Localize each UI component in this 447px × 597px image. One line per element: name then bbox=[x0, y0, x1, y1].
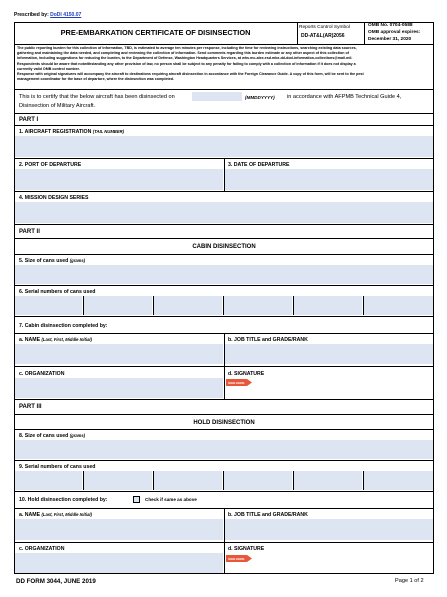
certify-line2: Disinsection of Military Aircraft. bbox=[19, 103, 96, 109]
cabin-sign-here-arrow[interactable] bbox=[226, 379, 252, 386]
hold-org-label: c. ORGANIZATION bbox=[19, 546, 65, 552]
hold-job-label: b. JOB TITLE and GRADE/RANK bbox=[228, 512, 308, 518]
omb-expires: December 31, 2020 bbox=[368, 37, 412, 42]
cabin-size-hint: (grams) bbox=[69, 258, 86, 263]
same-as-above-checkbox[interactable] bbox=[133, 496, 140, 503]
prescribed-label: Prescribed by: bbox=[14, 12, 49, 18]
disinsection-date-field[interactable] bbox=[192, 92, 242, 101]
cabin-serial-field-3[interactable] bbox=[154, 296, 222, 315]
date-format-hint: (MMDDYYYY) bbox=[245, 95, 275, 100]
cabin-signature-label: d. SIGNATURE bbox=[228, 371, 265, 377]
mission-design-field[interactable] bbox=[15, 202, 433, 223]
same-as-above-label: Check if same as above bbox=[145, 497, 197, 502]
footer-page: Page 1 of 2 bbox=[395, 578, 424, 584]
certify-prefix: This is to certify that the below aircraft has been disinsected on bbox=[19, 94, 175, 100]
hold-sign-here-arrow[interactable] bbox=[226, 555, 252, 562]
burden-line: The public reporting burden for this collection of information, TBD, is estimated to average ten minutes per response, including the time for reviewing instructions, searching existing data sources, bbox=[17, 46, 357, 50]
hold-size-label bbox=[19, 433, 85, 439]
hold-serial-field-2[interactable] bbox=[84, 471, 152, 490]
burden-line: information, including suggestions for reducing the burden, to the Department of Defense, Washington Headquarters Services, at whs.mc-alex.esd.mbx.dd-dod-information-collections@mail.mil. bbox=[17, 56, 353, 61]
hold-job-field[interactable] bbox=[225, 519, 433, 540]
hold-serials-label: 9. Serial numbers of cans used bbox=[19, 464, 96, 470]
burden-line: Response with original signatures will accompany the aircraft to destinations requiring aircraft disinsection in accordance with the Foreign Clearance Guide. A copy of this form, will be sent to the pest bbox=[17, 72, 364, 77]
cabin-serial-field-5[interactable] bbox=[294, 296, 362, 315]
part1-title: PART I bbox=[19, 117, 39, 123]
hold-serial-field-3[interactable] bbox=[154, 471, 222, 490]
certify-suffix: in accordance with AFPMB Technical Guide 4, bbox=[287, 94, 402, 100]
cabin-completed-by-label: 7. Cabin disinsection completed by: bbox=[19, 323, 108, 329]
hold-serial-field-1[interactable] bbox=[15, 471, 82, 490]
omb-number: OMB No. 0704-0588 bbox=[368, 23, 413, 28]
hold-org-field[interactable] bbox=[15, 553, 223, 573]
cabin-size-text: 5. Size of cans used bbox=[19, 258, 69, 264]
reports-control-value: DD-AT&L(AR)2056 bbox=[301, 33, 345, 39]
hold-name-field[interactable] bbox=[15, 519, 223, 540]
burden-line: management coordinator for the base of departure, where the disinsection was completed. bbox=[17, 77, 174, 82]
aircraft-registration-label bbox=[19, 129, 124, 135]
cabin-disinsection-heading: CABIN DISINSECTION bbox=[192, 244, 256, 250]
footer-form-number: DD FORM 3044, JUNE 2019 bbox=[16, 578, 96, 585]
prescribed-link[interactable]: DoDI 4150.07 bbox=[50, 12, 82, 18]
burden-line: gathering and maintaining the data needed, and completing and reviewing the collection of information. Send comments regarding this burden estimate or any other aspect of this collection of bbox=[17, 51, 349, 56]
aircraft-registration-hint: (TAIL NUMBER) bbox=[92, 129, 125, 134]
hold-disinsection-heading: HOLD DISINSECTION bbox=[193, 420, 255, 426]
cabin-serial-field-6[interactable] bbox=[364, 296, 433, 315]
cabin-name-text: a. NAME bbox=[19, 337, 41, 343]
hold-serial-field-4[interactable] bbox=[224, 471, 292, 490]
date-of-departure-label: 3. DATE OF DEPARTURE bbox=[228, 162, 290, 168]
cabin-name-hint: (Last, First, Middle Initial) bbox=[41, 337, 92, 342]
omb-approval: OMB approval expires: bbox=[368, 30, 421, 35]
cabin-serial-field-4[interactable] bbox=[224, 296, 292, 315]
cabin-org-label: c. ORGANIZATION bbox=[19, 371, 65, 377]
cabin-org-field[interactable] bbox=[15, 378, 223, 398]
burden-line: Respondents should be aware that notwithstanding any other provision of law, no person shall be subject to any penalty for failing to comply with a collection of information if it does not display a bbox=[17, 61, 356, 66]
hold-signature-label: d. SIGNATURE bbox=[228, 546, 265, 552]
hold-serial-field-5[interactable] bbox=[294, 471, 362, 490]
cabin-serial-field-2[interactable] bbox=[84, 296, 152, 315]
cabin-job-field[interactable] bbox=[225, 344, 433, 364]
cabin-size-label bbox=[19, 258, 85, 264]
hold-completed-by-label: 10. Hold disinsection completed by: bbox=[19, 497, 108, 503]
cabin-serials-label: 6. Serial numbers of cans used bbox=[19, 289, 96, 295]
date-of-departure-field[interactable] bbox=[225, 169, 433, 190]
aircraft-registration-field[interactable] bbox=[15, 136, 433, 157]
reports-control-label: Reports Control Symbol bbox=[299, 25, 350, 30]
port-of-departure-label: 2. PORT OF DEPARTURE bbox=[19, 162, 82, 168]
cabin-size-field[interactable] bbox=[15, 265, 433, 284]
sign-here-label: SIGN HERE bbox=[228, 381, 245, 385]
part2-title: PART II bbox=[19, 229, 40, 235]
cabin-name-label bbox=[19, 337, 92, 343]
sign-here-label: SIGN HERE bbox=[228, 557, 245, 561]
hold-size-field[interactable] bbox=[15, 440, 433, 459]
port-of-departure-field[interactable] bbox=[15, 169, 223, 190]
burden-statement bbox=[17, 46, 431, 82]
mission-design-label: 4. MISSION DESIGN SERIES bbox=[19, 195, 89, 201]
hold-name-text: a. NAME bbox=[19, 512, 41, 518]
hold-name-label bbox=[19, 512, 92, 518]
burden-line: currently valid OMB control number. bbox=[17, 66, 80, 71]
aircraft-registration-text: 1. AIRCRAFT REGISTRATION bbox=[19, 129, 92, 135]
hold-size-hint: (grams) bbox=[69, 433, 86, 438]
part3-title: PART III bbox=[19, 404, 42, 410]
hold-name-hint: (Last, First, Middle Initial) bbox=[41, 512, 92, 517]
cabin-serial-field-1[interactable] bbox=[15, 296, 82, 315]
prescribed-by bbox=[14, 12, 81, 18]
hold-serial-field-6[interactable] bbox=[364, 471, 433, 490]
hold-size-text: 8. Size of cans used bbox=[19, 433, 69, 439]
cabin-name-field[interactable] bbox=[15, 344, 223, 364]
form-title: PRE-EMBARKATION CERTIFICATE OF DISINSECTION bbox=[60, 28, 251, 37]
cabin-job-label: b. JOB TITLE and GRADE/RANK bbox=[228, 337, 308, 343]
